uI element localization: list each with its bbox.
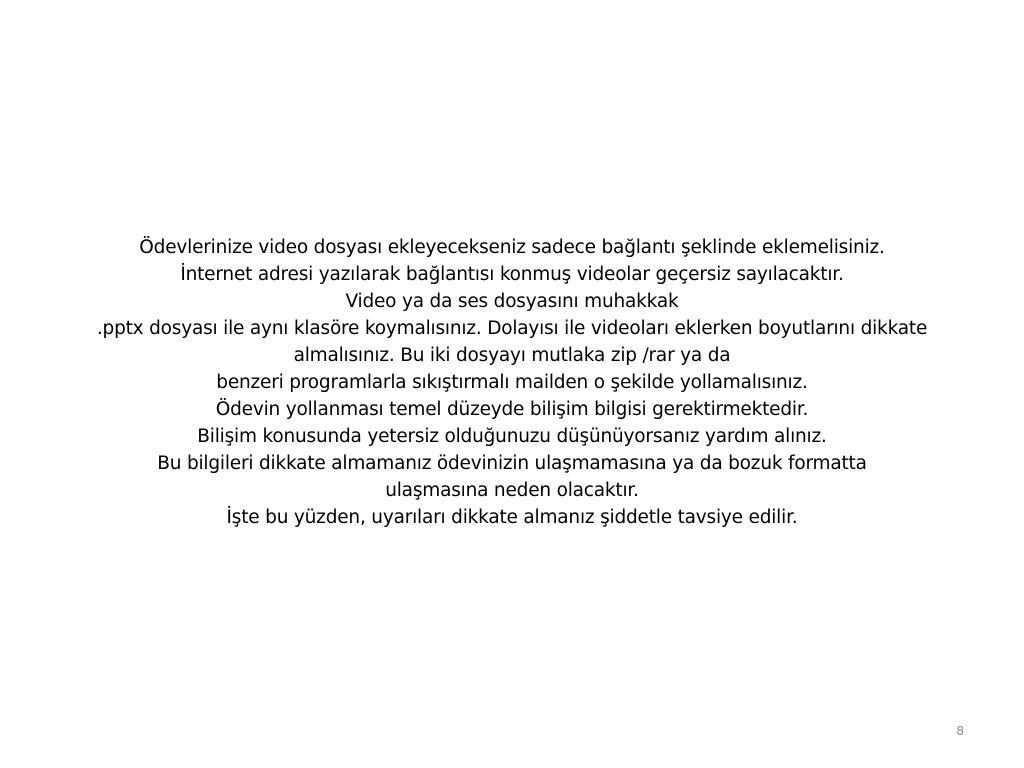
text-line-6: benzeri programlarla sıkıştırmalı mailden o şekilde yollamalısınız.: [216, 372, 808, 393]
text-line-5: almalısınız. Bu iki dosyayı mutlaka zip /rar ya da: [293, 345, 731, 366]
text-line-11: İşte bu yüzden, uyarıları dikkate almanız şiddetle tavsiye edilir.: [226, 507, 798, 528]
text-line-1: Ödevlerinize video dosyası ekleyecekseniz sadece bağlantı şeklinde eklemelisiniz.: [139, 237, 885, 258]
page-number: 8: [956, 724, 964, 738]
text-line-4: .pptx dosyası ile aynı klasöre koymalısınız. Dolayısı ile videoları eklerken boyutlarını dikkate: [96, 318, 928, 339]
text-line-8: Bilişim konusunda yetersiz olduğunuzu düşünüyorsanız yardım alınız.: [197, 426, 827, 447]
text-line-2: İnternet adresi yazılarak bağlantısı konmuş videolar geçersiz sayılacaktır.: [180, 264, 844, 285]
slide-body-text: [30, 234, 994, 531]
text-line-10: ulaşmasına neden olacaktır.: [385, 480, 639, 501]
text-line-9: Bu bilgileri dikkate almamanız ödevinizin ulaşmamasına ya da bozuk formatta: [157, 453, 867, 474]
text-line-7: Ödevin yollanması temel düzeyde bilişim bilgisi gerektirmektedir.: [215, 399, 809, 420]
text-line-3: Video ya da ses dosyasını muhakkak: [345, 291, 679, 312]
